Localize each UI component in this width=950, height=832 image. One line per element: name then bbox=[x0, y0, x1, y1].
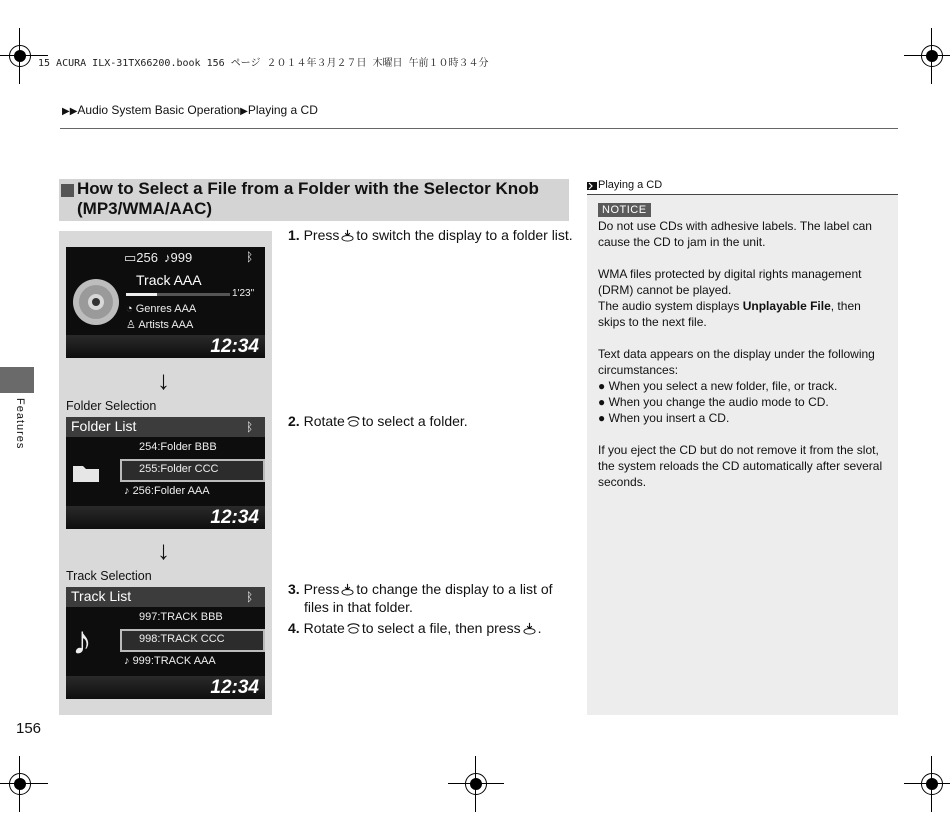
notice-badge: NOTICE bbox=[598, 203, 651, 217]
music-note-icon: ♪ bbox=[164, 250, 171, 265]
artist-row: ♙ Artists AAA bbox=[126, 319, 194, 331]
page-number: 156 bbox=[16, 720, 42, 737]
bluetooth-icon: ᛒ bbox=[246, 590, 254, 604]
sidebar-title: Playing a CD bbox=[598, 179, 663, 191]
registration-mark-bottom-center bbox=[458, 766, 494, 802]
chapter-label: Features bbox=[14, 398, 26, 450]
track-list-title: Track List bbox=[71, 588, 132, 604]
folder-list-header bbox=[66, 417, 265, 437]
down-arrow-icon: ↓ bbox=[157, 535, 170, 565]
track-selection-label: Track Selection bbox=[66, 569, 152, 583]
music-note-icon: ♪ bbox=[72, 619, 92, 663]
text-data-note: Text data appears on the display under the following circumstances: ● When you select a new folder, file, or track. ● When you change the audio mode to CD. ● When you insert a CD. bbox=[598, 346, 890, 426]
list-item[interactable]: ♪ 999:TRACK AAA bbox=[124, 655, 216, 667]
bluetooth-icon: ᛒ bbox=[246, 250, 254, 264]
breadcrumb-part-1[interactable]: Audio System Basic Operation bbox=[77, 103, 241, 117]
genre-row: ◔ Genres AAA bbox=[126, 303, 197, 315]
section-heading bbox=[59, 179, 569, 221]
track-count: ♪999 bbox=[164, 250, 193, 265]
bullet-item: ● When you change the audio mode to CD. bbox=[598, 395, 829, 409]
music-note-icon: ♪ bbox=[124, 655, 130, 667]
music-note-icon: ♪ bbox=[124, 485, 130, 497]
drm-note: WMA files protected by digital rights management (DRM) cannot be played. The audio system displays Unplayable File, then skips to the next file. bbox=[598, 267, 862, 329]
registration-mark-top-left bbox=[2, 38, 38, 74]
screen-illustrations bbox=[59, 231, 272, 715]
chapter-tab bbox=[0, 367, 34, 393]
folder-list-screen bbox=[66, 417, 265, 529]
folder-count: ▭256 bbox=[124, 250, 158, 265]
list-item[interactable]: ♪ 256:Folder AAA bbox=[124, 485, 210, 497]
list-item-selected[interactable]: 998:TRACK CCC bbox=[139, 633, 225, 645]
breadcrumb-part-2[interactable]: Playing a CD bbox=[247, 103, 318, 117]
registration-mark-top-right bbox=[914, 38, 950, 74]
artist-icon: ♙ bbox=[126, 319, 136, 331]
selector-knob-rotate-icon bbox=[347, 415, 360, 428]
selector-knob-press-icon bbox=[523, 622, 536, 635]
track-list-screen bbox=[66, 587, 265, 699]
sidebar-header bbox=[587, 179, 898, 195]
folder-list-title: Folder List bbox=[71, 418, 137, 434]
clock: 12:34 bbox=[210, 677, 259, 698]
folder-icon bbox=[72, 463, 100, 483]
step-2: 2. Rotate to select a folder. bbox=[288, 413, 468, 429]
folder-icon: ▭ bbox=[124, 250, 137, 265]
breadcrumb bbox=[62, 103, 318, 117]
list-item[interactable]: 254:Folder BBB bbox=[139, 441, 217, 453]
breadcrumb-arrow-icon: ▶▶ bbox=[62, 106, 78, 117]
progress-bar bbox=[126, 293, 230, 296]
sidebar-notes bbox=[587, 179, 898, 715]
section-title: How to Select a File from a Folder with the Selector Knob (MP3/WMA/AAC) bbox=[77, 179, 539, 218]
elapsed-time: 1'23" bbox=[232, 288, 255, 299]
registration-mark-bottom-right bbox=[914, 766, 950, 802]
track-list-header bbox=[66, 587, 265, 607]
selector-knob-press-icon bbox=[341, 583, 354, 596]
registration-mark-bottom-left bbox=[2, 766, 38, 802]
bullet-item: ● When you select a new folder, file, or track. bbox=[598, 379, 838, 393]
breadcrumb-arrow-icon: ▶ bbox=[240, 106, 248, 117]
list-item[interactable]: 997:TRACK BBB bbox=[139, 611, 223, 623]
selector-knob-press-icon bbox=[341, 229, 354, 242]
eject-note: If you eject the CD but do not remove it from the slot, the system reloads the CD automatically after several seconds. bbox=[598, 443, 883, 489]
progress-fill bbox=[126, 293, 157, 296]
track-title: Track AAA bbox=[136, 272, 202, 288]
clock: 12:34 bbox=[210, 336, 259, 357]
genre-icon: ◔ bbox=[126, 303, 133, 315]
down-arrow-icon: ↓ bbox=[157, 365, 170, 395]
cd-disc-icon bbox=[71, 277, 121, 327]
folder-selection-label: Folder Selection bbox=[66, 399, 157, 413]
bluetooth-icon: ᛒ bbox=[246, 420, 254, 434]
step-4: 4. Rotate to select a file, then press . bbox=[288, 620, 542, 636]
clock: 12:34 bbox=[210, 507, 259, 528]
selector-knob-rotate-icon bbox=[347, 622, 360, 635]
print-header: 15 ACURA ILX-31TX66200.book 156 ページ ２０１４年３月２７日 木曜日 午前１０時３４分 bbox=[38, 58, 489, 69]
header-rule bbox=[60, 128, 898, 129]
step-3: 3. Press to change the display to a list of files in that folder. bbox=[288, 581, 553, 615]
step-1: 1. Press to switch the display to a folder list. bbox=[288, 227, 573, 243]
main-display-screen bbox=[66, 247, 265, 358]
reference-marker-icon bbox=[587, 182, 597, 190]
bullet-item: ● When you insert a CD. bbox=[598, 411, 730, 425]
list-item-selected[interactable]: 255:Folder CCC bbox=[139, 463, 219, 475]
heading-square-icon bbox=[61, 184, 74, 197]
notice-text: Do not use CDs with adhesive labels. The label can cause the CD to jam in the unit. bbox=[598, 219, 872, 249]
